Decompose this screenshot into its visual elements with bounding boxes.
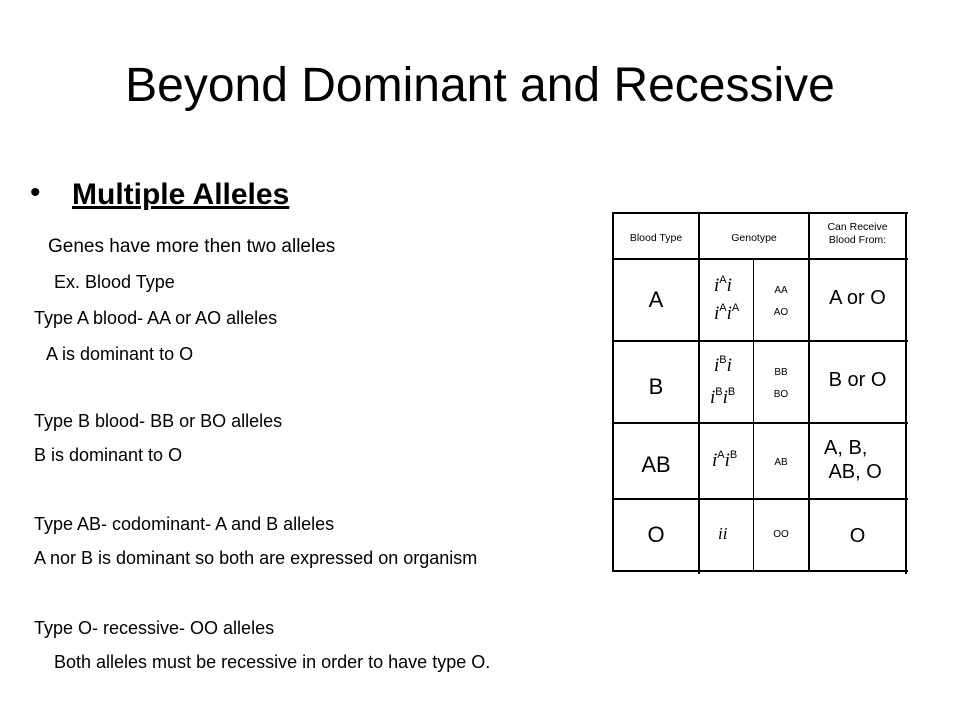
genotype-b-1: $i^Bi$ xyxy=(714,354,732,376)
blood-type-table xyxy=(612,212,908,576)
body-line: A nor B is dominant so both are expressed on organism xyxy=(34,548,478,568)
table-border xyxy=(612,212,908,214)
body-line: Type AB- codominant- A and B alleles xyxy=(34,514,335,534)
body-line: B is dominant to O xyxy=(34,445,183,465)
bullet-marker: • xyxy=(30,176,41,209)
genotype-a-2: $i^Ai^A$ xyxy=(714,302,740,324)
allele-ab: AB xyxy=(774,457,788,468)
table-border xyxy=(612,258,908,260)
genotype-o: ii xyxy=(718,524,728,543)
receive-a: A or O xyxy=(829,287,886,309)
body-line: Genes have more then two alleles xyxy=(48,236,336,257)
body-line: A is dominant to O xyxy=(46,344,194,364)
blood-type-b: B xyxy=(648,374,664,399)
allele-bo: BO xyxy=(773,389,789,400)
header-blood-type: Blood Type xyxy=(629,232,683,244)
receive-o: O xyxy=(849,525,866,547)
table-border xyxy=(905,212,907,574)
table-border xyxy=(612,570,908,572)
section-heading: Multiple Alleles xyxy=(72,178,290,211)
allele-ao: AO xyxy=(773,307,789,318)
receive-b: B or O xyxy=(828,369,887,391)
genotype-a-1: $i^Ai$ xyxy=(714,274,732,296)
table-border xyxy=(808,212,810,572)
table-border xyxy=(698,212,700,574)
allele-bb: BB xyxy=(774,367,788,378)
body-line: Type O- recessive- OO alleles xyxy=(34,618,275,638)
blood-type-o: O xyxy=(647,522,665,547)
table-border xyxy=(612,422,908,424)
body-line: Ex. Blood Type xyxy=(54,272,175,292)
table-border xyxy=(612,498,908,500)
body-line: Both alleles must be recessive in order to have type O. xyxy=(54,652,491,672)
genotype-ab: $i^Ai^B$ xyxy=(712,449,738,471)
slide-title: Beyond Dominant and Recessive xyxy=(125,59,835,112)
body-line: Type A blood- AA or AO alleles xyxy=(34,308,278,328)
blood-type-a: A xyxy=(648,287,664,312)
blood-type-ab: AB xyxy=(641,452,671,477)
header-genotype: Genotype xyxy=(731,232,777,244)
table-border xyxy=(612,340,908,342)
body-line: Type B blood- BB or BO alleles xyxy=(34,411,283,431)
header-can-receive: Can Receive Blood From: xyxy=(827,221,888,246)
receive-ab: A, B, AB, O xyxy=(824,437,882,483)
genotype-b-2: $i^Bi^B$ xyxy=(710,386,736,408)
allele-aa: AA xyxy=(774,285,788,296)
allele-oo: OO xyxy=(773,529,789,540)
